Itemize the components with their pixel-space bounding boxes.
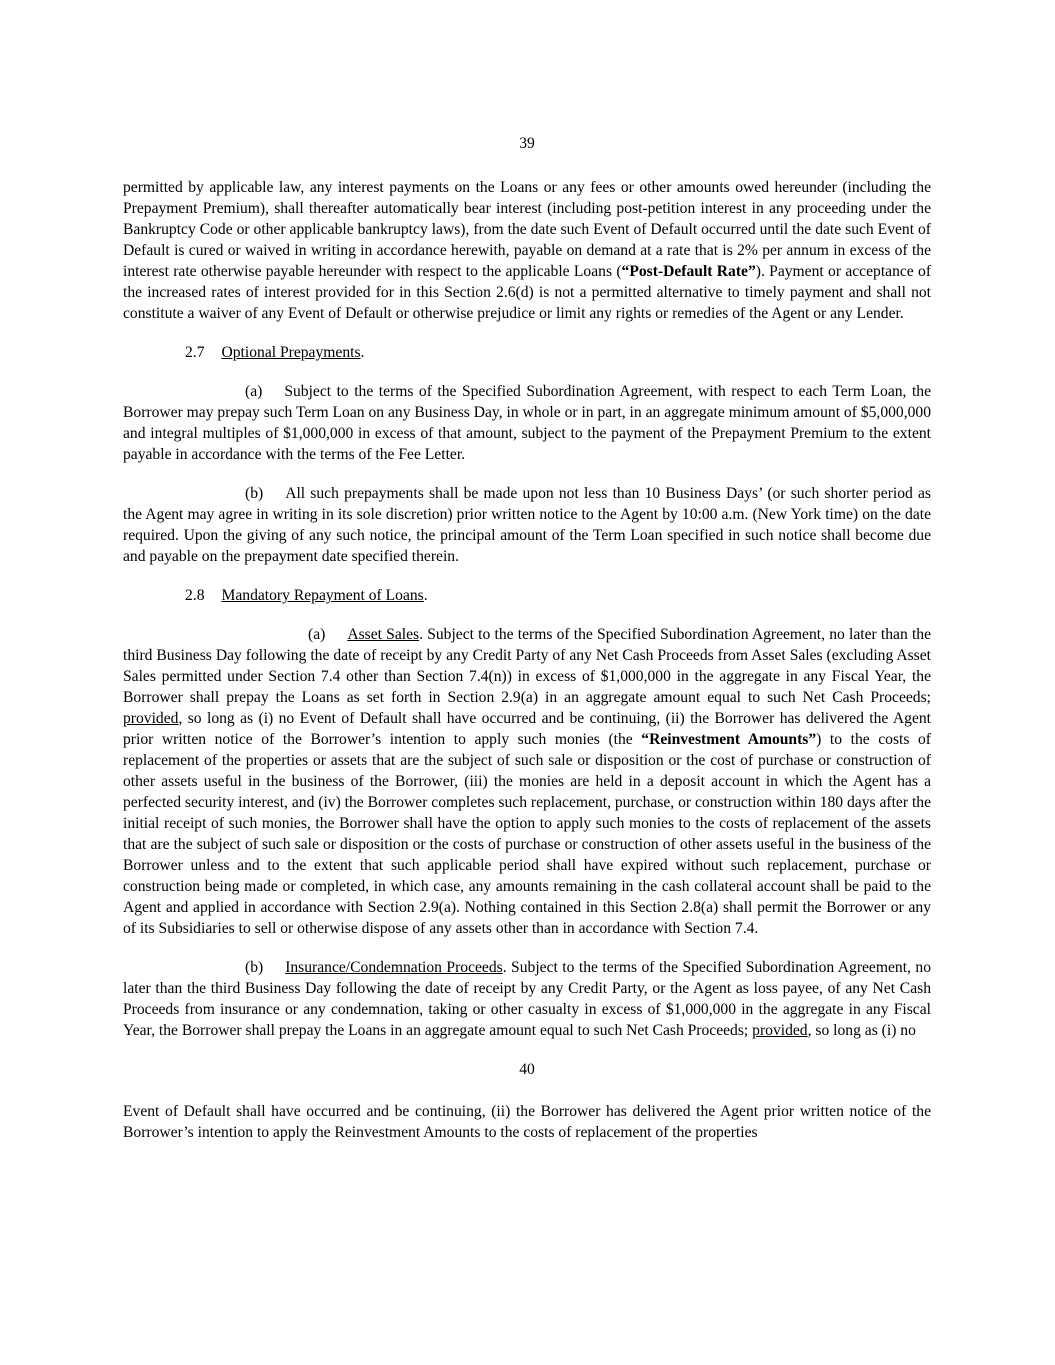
text-run: ) to the costs of replacement of the properties or assets that are the subject of such sale or disposition or the cost of purchase or construction of other assets useful in the business of the Borrower, (iii) the monies are held in a deposit account in which the Agent has a perfected security interest, and (iv) the Borrower completes such replacement, purchase, or construction within 180 days after the initial receipt of such monies, the Borrower shall have the option to apply such monies to the costs of replacement of the assets that are the subject of such sale or disposition or the costs of purchase or construction of other assets useful in the business of the Borrower unless and to the extent that such applicable period shall have expired without such replacement, purchase or construction being made or completed, in which case, any amounts remaining in the cash collateral account shall be paid to the Agent and applied in accordance with Section 2.9(a). Nothing contained in this Section 2.8(a) shall permit the Borrower or any of its Subsidiaries to sell or otherwise dispose of any assets other than in accordance with Section 7.4. [123, 731, 931, 937]
text-run: , so long as (i) no Event of Default shall have occurred and be continuing, (ii) the Borrower has delivered the Agent prior written notice of the Borrower’s intention to apply such monies (the [123, 710, 931, 748]
text-run: Event of Default shall have occurred and be continuing, (ii) the Borrower has delivered the Agent prior written notice of the Borrower’s intention to apply the Reinvestment Amounts to the costs of replacement of the properties [123, 1103, 931, 1141]
underlined-term: provided [752, 1022, 808, 1039]
heading-section-2-8-mandatory-repayment [123, 585, 931, 606]
page-number-40: 40 [519, 1061, 535, 1078]
heading-section-2-7-optional-prepayments [123, 342, 931, 363]
defined-term-bold: “Reinvestment Amounts” [641, 731, 817, 748]
defined-term-bold: “Post-Default Rate” [621, 263, 756, 280]
underlined-term: provided [123, 710, 179, 727]
text-run: Subject to the terms of the Specified Subordination Agreement, with respect to each Term Loan, the Borrower may prepay such Term Loan on any Business Day, in whole or in part, in an aggregate minimum amount of $5,000,000 and integral multiples of $1,000,000 in excess of that amount, subject to the payment of the Prepayment Premium to the extent payable in accordance with the terms of the Fee Letter. [123, 383, 931, 463]
text-run: ). Payment or acceptance of the increased rates of interest provided for in this Section 2.6(d) is not a permitted alternative to timely payment and shall not constitute a waiver of any Event of Default or otherwise prejudice or limit any rights or remedies of the Agent or any Lender. [123, 263, 932, 322]
text-run: (b) [245, 959, 264, 976]
paragraph-page-40-continuation [123, 1101, 931, 1143]
text-run: . [423, 587, 428, 604]
text-run: . [360, 344, 365, 361]
text-run: , so long as (i) no [807, 1022, 916, 1039]
text-run: 2.7 [185, 344, 205, 361]
text-run: . Subject to the terms of the Specified Subordination Agreement, no later than the third Business Day following the date of receipt by any Credit Party, or the Agent as loss payee, of any Net Cash Proceeds from insurance or any condemnation, taking or other casualty in excess of $1,000,000 in the aggregate in any Fiscal Year, the Borrower shall prepay the Loans in an aggregate amount equal to such Net Cash Proceeds; [123, 959, 931, 1039]
paragraph-2-8-b-insurance-condemnation-proceeds [123, 957, 931, 1041]
page-number-39: 39 [519, 135, 535, 152]
text-run: (a) [245, 383, 263, 400]
text-run: 2.8 [185, 587, 205, 604]
text-run: . Subject to the terms of the Specified Subordination Agreement, no later than the third Business Day following the date of receipt by any Credit Party of any Net Cash Proceeds from Asset Sales (excluding Asset Sales permitted under Section 7.4 other than Section 7.4(n)) in excess of $1,000,000 in the aggregate in any Fiscal Year, the Borrower shall prepay the Loans as set forth in Section 2.9(a) in an aggregate amount equal to such Net Cash Proceeds; [123, 626, 931, 706]
text-run: (a) [308, 626, 326, 643]
underlined-term: Asset Sales [347, 626, 420, 643]
paragraph-post-default-rate [123, 177, 931, 324]
text-run: All such prepayments shall be made upon not less than 10 Business Days’ (or such shorter period as the Agent may agree in writing in its sole discretion) prior written notice to the Agent by 10:00 a.m. (New York time) on the date required. Upon the giving of any such notice, the principal amount of the Term Loan specified in such notice shall become due and payable on the prepayment date specified therein. [123, 485, 931, 565]
text-run: (b) [245, 485, 264, 502]
paragraph-2-7-a-optional-prepayment-terms [123, 381, 931, 465]
text-run: permitted by applicable law, any interest payments on the Loans or any fees or other amounts owed hereunder (including the Prepayment Premium), shall thereafter automatically bear interest (including post-petition interest in any proceeding under the Bankruptcy Code or other applicable bankruptcy laws), from the date such Event of Default occurred until the date such Event of Default is cured or waived in writing in accordance herewith, payable on demand at a rate that is 2% per annum in excess of the interest rate otherwise payable hereunder with respect to the applicable Loans ( [123, 179, 931, 280]
underlined-term: Mandatory Repayment of Loans [221, 587, 424, 604]
underlined-term: Optional Prepayments [221, 344, 361, 361]
paragraph-2-8-a-asset-sales [123, 624, 931, 939]
underlined-term: Insurance/Condemnation Proceeds [285, 959, 503, 976]
paragraph-2-7-b-prepayment-notice [123, 483, 931, 567]
